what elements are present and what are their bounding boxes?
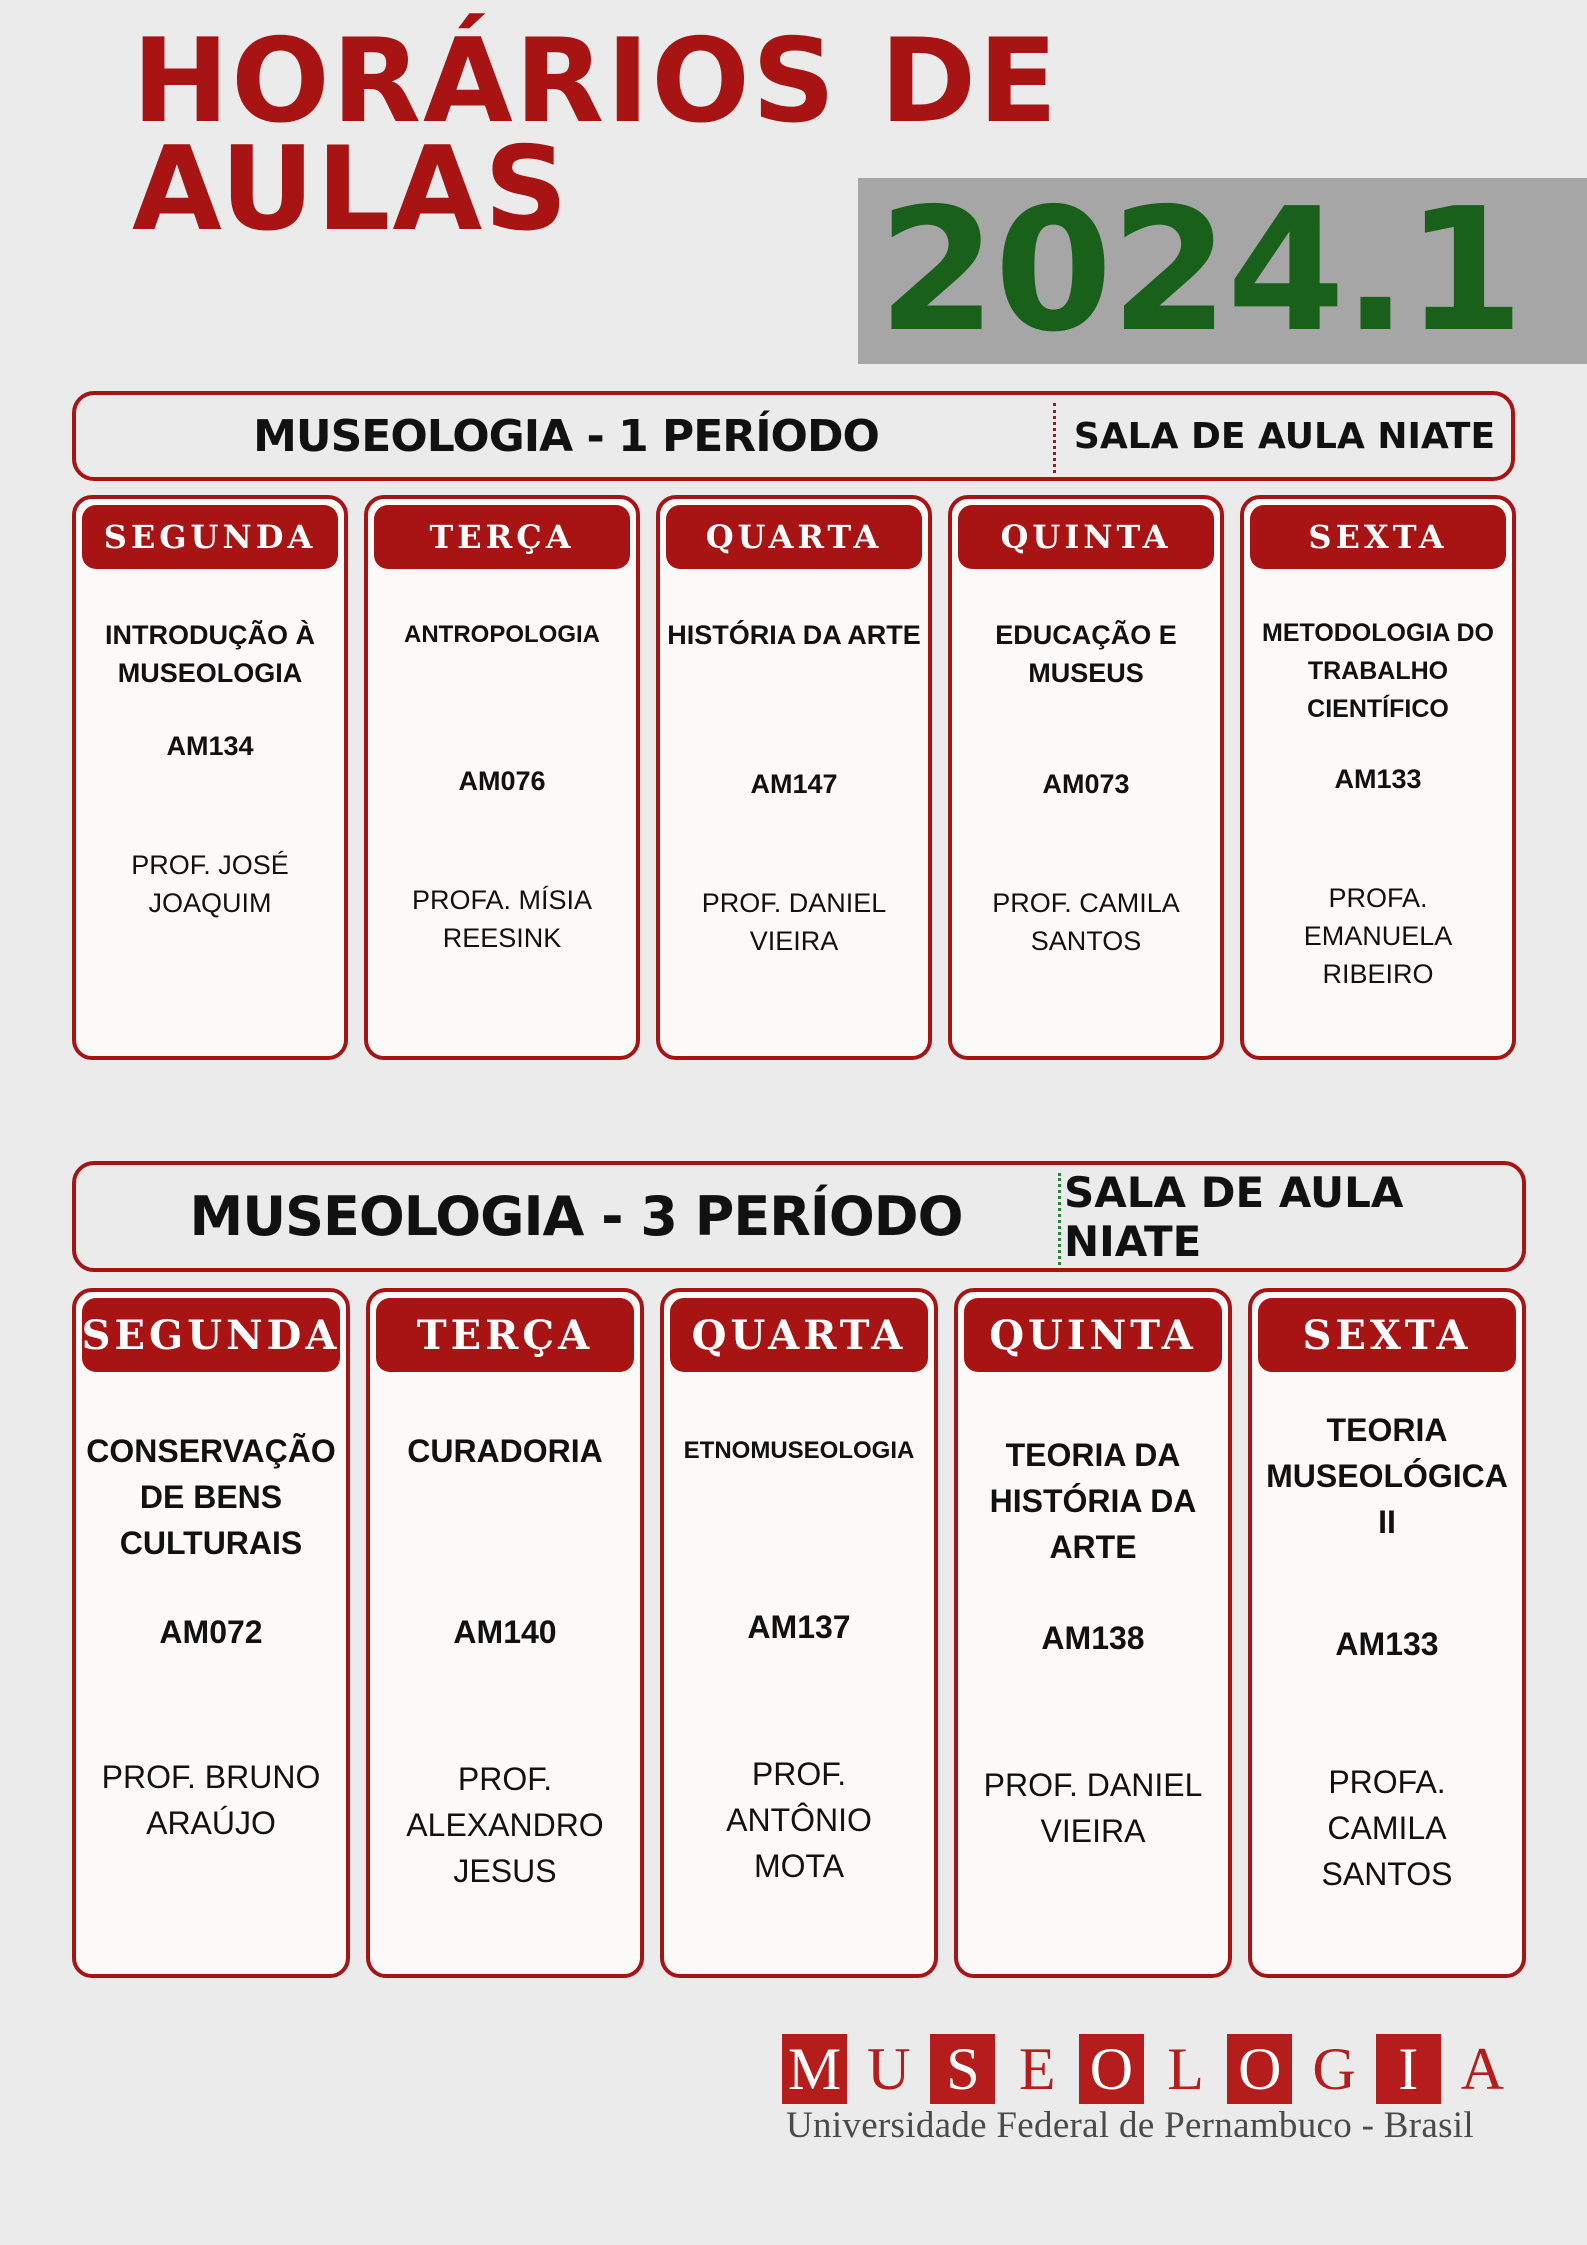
course-code: AM134: [166, 731, 254, 761]
logo-letter: S: [930, 2034, 995, 2104]
course-code: AM073: [1042, 769, 1130, 799]
professor-name: PROF. ANTÔNIO MOTA: [726, 1756, 872, 1884]
course-code: AM138: [1041, 1620, 1145, 1656]
course-code: AM140: [453, 1614, 557, 1650]
logo-letter: O: [1227, 2034, 1292, 2104]
day-label: TERÇA: [374, 505, 630, 569]
logo-letter: U: [867, 2035, 911, 2102]
day-label: TERÇA: [376, 1298, 634, 1372]
semester-year: 2024.1: [878, 172, 1523, 370]
professor-name: PROF. DANIEL VIEIRA: [983, 1767, 1203, 1849]
course-code: AM133: [1334, 764, 1422, 794]
day-card-sexta: [1248, 1288, 1526, 1978]
day-label: QUARTA: [666, 505, 922, 569]
day-card-terca: [364, 495, 640, 1060]
room-label: SALA DE AULA NIATE: [1064, 1167, 1404, 1266]
course-name: METODOLOGIA DO TRABALHO CIENTÍFICO: [1262, 619, 1494, 723]
institution-name: Universidade Federal de Pernambuco - Brasil: [786, 2105, 1474, 2146]
day-label: SEXTA: [1258, 1298, 1516, 1372]
course-name: CONSERVAÇÃO DE BENS CULTURAIS: [86, 1433, 336, 1561]
logo-letter: O: [1079, 2034, 1144, 2104]
header-divider: [1053, 403, 1056, 473]
logo-letter: G: [1312, 2035, 1356, 2102]
period-label: MUSEOLOGIA - 3 PERÍODO: [189, 1185, 963, 1248]
day-label: QUARTA: [670, 1298, 928, 1372]
title-line-1: HORÁRIOS DE: [132, 14, 1060, 149]
period-label: MUSEOLOGIA - 1 PERÍODO: [253, 410, 879, 462]
course-code: AM133: [1335, 1626, 1439, 1662]
day-card-quinta: [948, 495, 1224, 1060]
day-label: QUINTA: [964, 1298, 1222, 1372]
logo-letter: E: [1018, 2035, 1056, 2102]
course-name: ANTROPOLOGIA: [404, 621, 600, 648]
day-label: SEGUNDA: [82, 1298, 340, 1372]
title-line-2: AULAS: [132, 122, 570, 257]
day-card-quinta: [954, 1288, 1232, 1978]
course-name: INTRODUÇÃO À MUSEOLOGIA: [105, 620, 315, 688]
course-code: AM072: [159, 1614, 263, 1650]
day-card-segunda: [72, 495, 348, 1060]
logo-letter: A: [1460, 2035, 1505, 2102]
day-label: QUINTA: [958, 505, 1214, 569]
day-label: SEGUNDA: [82, 505, 338, 569]
day-card-quarta: [660, 1288, 938, 1978]
course-name: EDUCAÇÃO E MUSEUS: [995, 620, 1177, 688]
course-name: ETNOMUSEOLOGIA: [683, 1437, 915, 1464]
day-card-terca: [366, 1288, 644, 1978]
course-name: HISTÓRIA DA ARTE: [667, 620, 921, 650]
professor-name: PROF. ALEXANDRO JESUS: [406, 1761, 604, 1889]
professor-name: PROF. JOSÉ JOAQUIM: [131, 850, 289, 918]
day-card-segunda: [72, 1288, 350, 1978]
professor-name: PROFA. EMANUELA RIBEIRO: [1303, 883, 1453, 989]
course-name: TEORIA MUSEOLÓGICA II: [1266, 1412, 1508, 1540]
professor-name: PROFA. CAMILA SANTOS: [1321, 1764, 1453, 1892]
professor-name: PROF. BRUNO ARAÚJO: [101, 1759, 321, 1841]
section-header: [72, 391, 1515, 481]
section-header: [72, 1161, 1526, 1272]
professor-name: PROF. DANIEL VIEIRA: [701, 888, 887, 956]
course-name: TEORIA DA HISTÓRIA DA ARTE: [989, 1437, 1197, 1565]
day-label: SEXTA: [1250, 505, 1506, 569]
header-divider: [1058, 1173, 1061, 1265]
course-code: AM147: [750, 769, 838, 799]
professor-name: PROF. CAMILA SANTOS: [992, 888, 1180, 956]
room-label: SALA DE AULA NIATE: [1073, 415, 1496, 457]
course-name: CURADORIA: [407, 1433, 603, 1469]
day-card-sexta: [1240, 495, 1516, 1060]
course-code: AM137: [747, 1609, 851, 1645]
day-card-quarta: [656, 495, 932, 1060]
course-code: AM076: [458, 766, 546, 796]
logo-letter: L: [1167, 2035, 1204, 2102]
logo-letter: I: [1376, 2034, 1441, 2104]
museologia-logo: [782, 2034, 1515, 2104]
professor-name: PROFA. MÍSIA REESINK: [411, 885, 593, 953]
logo-letter: M: [782, 2034, 847, 2104]
